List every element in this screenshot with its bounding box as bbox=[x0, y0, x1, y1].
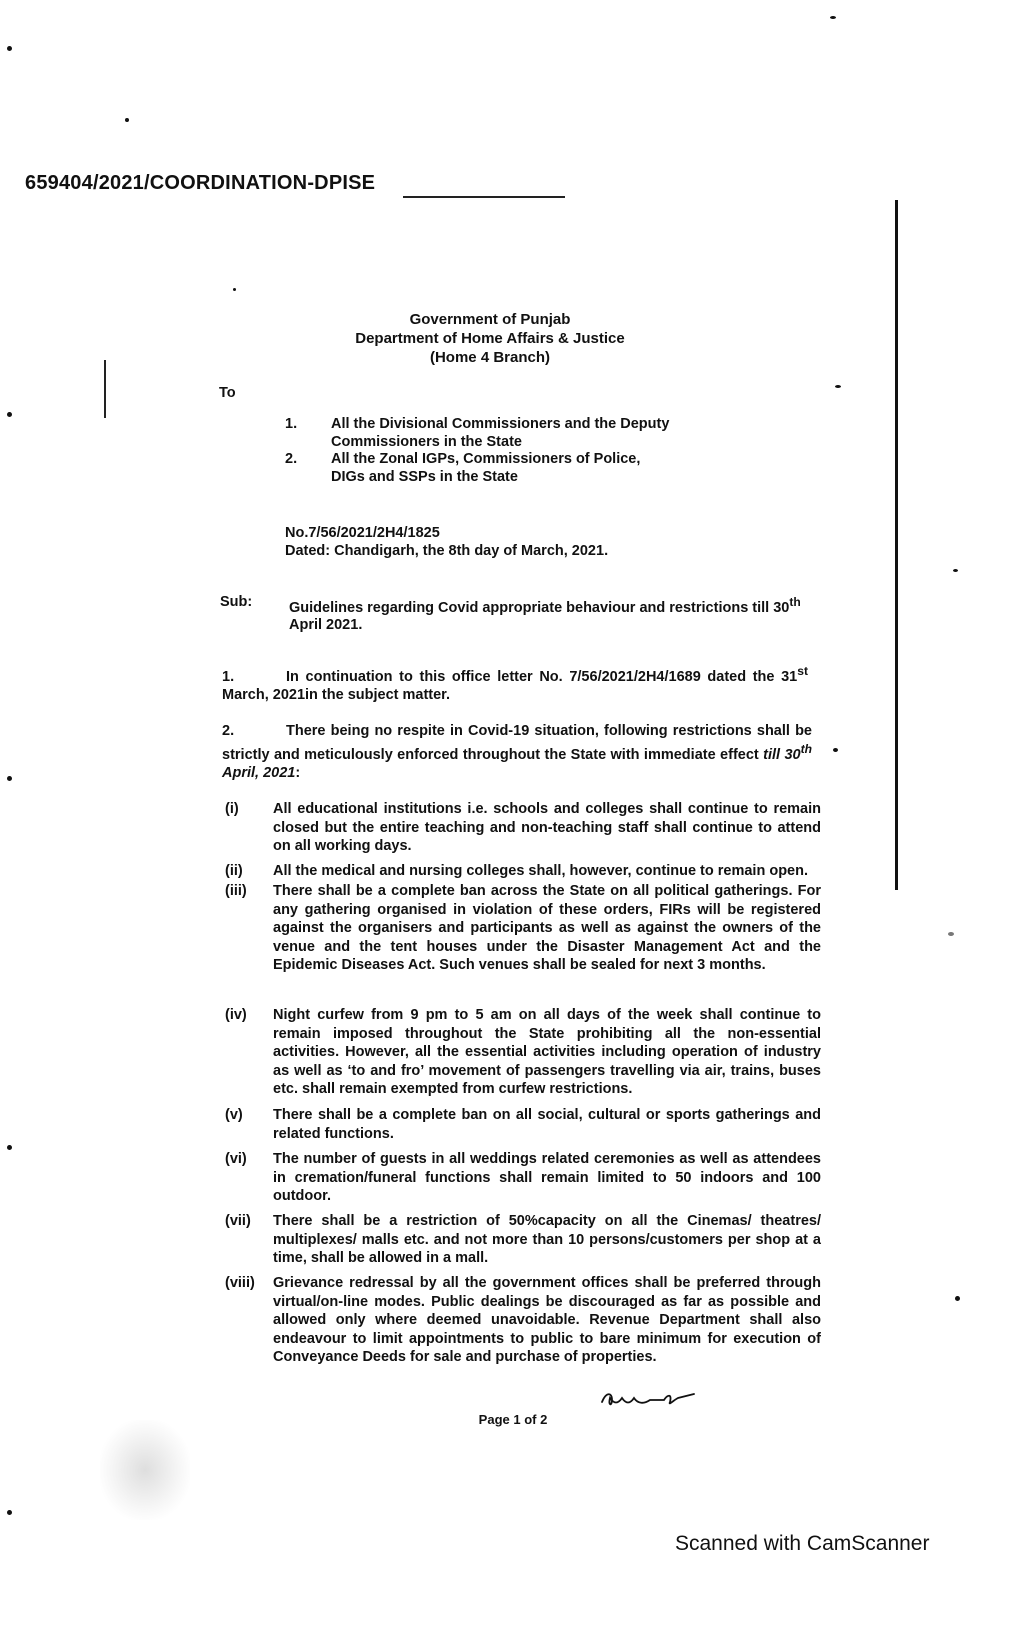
subject-label: Sub: bbox=[220, 594, 253, 610]
scan-smudge bbox=[100, 1420, 190, 1520]
scan-speck bbox=[7, 776, 12, 781]
item-text: All the medical and nursing colleges shall, however, continue to remain open. bbox=[273, 863, 809, 879]
scan-speck bbox=[7, 412, 12, 417]
document-reference-number: 659404/2021/COORDINATION-DPISE bbox=[25, 172, 376, 194]
item-number: (iv) bbox=[225, 1007, 247, 1023]
recipient-number: 2. bbox=[285, 451, 298, 467]
page-number: Page 1 of 2 bbox=[478, 1412, 548, 1427]
item-number: (i) bbox=[225, 801, 239, 817]
restriction-item bbox=[225, 862, 821, 881]
scan-speck bbox=[953, 569, 958, 572]
scan-speck bbox=[833, 748, 838, 752]
scan-speck bbox=[948, 932, 954, 936]
scan-speck bbox=[125, 118, 129, 122]
signature-scribble bbox=[598, 1384, 698, 1414]
restriction-item bbox=[225, 1212, 821, 1268]
restriction-item bbox=[225, 1274, 821, 1367]
date-line: Dated: Chandigarh, the 8th day of March, 2021. bbox=[285, 543, 609, 559]
scan-edge-line bbox=[895, 200, 898, 890]
scan-speck bbox=[955, 1296, 960, 1301]
letterhead-branch: (Home 4 Branch) bbox=[429, 349, 551, 366]
restriction-item bbox=[225, 882, 821, 975]
restriction-item bbox=[225, 1006, 821, 1099]
reference-number: No.7/56/2021/2H4/1825 bbox=[285, 525, 440, 541]
scan-speck bbox=[233, 288, 236, 291]
restriction-item bbox=[225, 1106, 821, 1143]
item-number: (v) bbox=[225, 1107, 243, 1123]
paragraph-number: 1. bbox=[222, 668, 235, 685]
reference-underline bbox=[403, 196, 565, 198]
letterhead-government: Government of Punjab bbox=[409, 311, 571, 328]
item-number: (ii) bbox=[225, 863, 243, 879]
item-text: There shall be a restriction of 50%capacity on all the Cinemas/ theatres/ multiplexes/ malls etc. and not more than 10 persons/customers per shop at a time, shall be allowed in a mall. bbox=[273, 1213, 821, 1266]
item-text: Night curfew from 9 pm to 5 am on all days of the week shall continue to remain imposed throughout the State prohibiting all the non-essential activities. However, all the essential activities including operation of industry as well as ‘to and fro’ movement of passengers travelling via air, trains, buses etc. shall remain exempted from curfew restrictions. bbox=[273, 1007, 821, 1097]
recipient-text: All the Zonal IGPs, Commissioners of Police, DIGs and SSPs in the State bbox=[331, 451, 641, 485]
paragraph-number: 2. bbox=[222, 723, 235, 739]
letterhead-department: Department of Home Affairs & Justice bbox=[355, 330, 625, 347]
scan-margin-mark bbox=[104, 360, 106, 418]
scan-speck bbox=[7, 46, 12, 51]
scan-speck bbox=[7, 1510, 12, 1515]
scan-speck bbox=[835, 385, 841, 388]
recipient-text: All the Divisional Commissioners and the Deputy Commissioners in the State bbox=[331, 416, 670, 450]
restriction-item bbox=[225, 800, 821, 856]
scanner-watermark: Scanned with CamScanner bbox=[675, 1532, 930, 1555]
scan-speck bbox=[7, 1145, 12, 1150]
paragraph-2: 2. There being no respite in Covid-19 situation, following restrictions shall be strictly and meticulously enforced throughout the State with immediate effect till 30th April, 2021: bbox=[222, 723, 812, 781]
item-number: (vii) bbox=[225, 1213, 251, 1229]
letterhead bbox=[250, 310, 730, 367]
to-label: To bbox=[219, 385, 236, 401]
paragraph-1: 1. In continuation to this office letter No. 7/56/2021/2H4/1689 dated the 31st March, 2021in the subject matter. bbox=[222, 664, 808, 703]
item-text: All educational institutions i.e. schools and colleges shall continue to remain closed but the entire teaching and non-teaching staff shall continue to attend on all working days. bbox=[273, 801, 821, 854]
reference-block bbox=[285, 524, 608, 560]
item-text: Grievance redressal by all the government offices shall be preferred through virtual/on-line modes. Public dealings be discouraged as far as possible and allowed only where deemed unavoidable. Revenue Department shall also endeavour to limit appointments to public to bare minimum for execution of Conveyance Deeds for sale and purchase of properties. bbox=[273, 1275, 821, 1365]
item-number: (viii) bbox=[225, 1275, 255, 1291]
scan-speck bbox=[830, 16, 836, 19]
restriction-item bbox=[225, 1150, 821, 1206]
item-text: There shall be a complete ban across the State on all political gatherings. For any gathering organised in violation of these orders, FIRs will be registered against the organisers and participants as well as against the owners of the venue and the tent houses under the Disaster Management Act and the Epidemic Diseases Act. Such venues shall be sealed for next 3 months. bbox=[273, 883, 821, 973]
item-number: (vi) bbox=[225, 1151, 247, 1167]
item-text: There shall be a complete ban on all social, cultural or sports gatherings and related functions. bbox=[273, 1107, 821, 1142]
subject-text: Guidelines regarding Covid appropriate behaviour and restrictions till 30th April 2021. bbox=[289, 595, 801, 633]
recipient-number: 1. bbox=[285, 416, 298, 432]
item-number: (iii) bbox=[225, 883, 247, 899]
item-text: The number of guests in all weddings related ceremonies as well as attendees in cremation/funeral functions shall remain limited to 50 indoors and 100 outdoor. bbox=[273, 1151, 821, 1204]
